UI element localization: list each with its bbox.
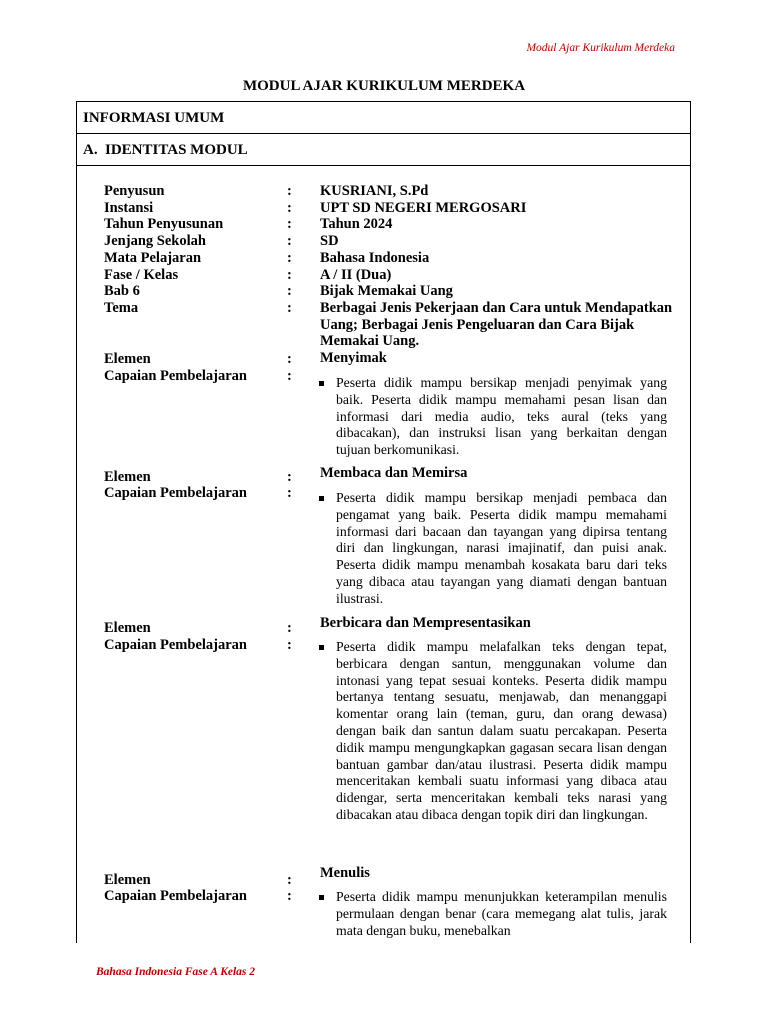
bullet-icon xyxy=(319,496,324,501)
bullet-icon xyxy=(319,381,324,386)
colon: : xyxy=(287,249,292,266)
colon: : xyxy=(287,485,292,501)
element-name: Menulis xyxy=(320,865,370,881)
bullet-icon xyxy=(319,895,324,900)
section-informasi-umum: INFORMASI UMUM xyxy=(77,102,690,134)
element-name: Menyimak xyxy=(320,350,387,366)
colon: : xyxy=(287,368,292,384)
colon: : xyxy=(287,183,292,199)
colon: : xyxy=(287,216,292,233)
running-footer: Bahasa Indonesia Fase A Kelas 2 xyxy=(96,966,256,978)
label-bab: Bab 6 xyxy=(104,283,140,300)
label-elemen: Elemen xyxy=(104,620,151,636)
colon: : xyxy=(287,637,292,653)
colon: : xyxy=(287,266,292,283)
bullet-icon xyxy=(319,645,324,650)
colon: : xyxy=(287,469,292,485)
colon: : xyxy=(287,888,292,904)
element-name: Membaca dan Memirsa xyxy=(320,465,468,481)
value-fase-kelas: A / II (Dua) xyxy=(320,266,392,283)
label-fase-kelas: Fase / Kelas xyxy=(104,266,179,283)
label-elemen: Elemen xyxy=(104,872,151,888)
element-description-text: Peserta didik mampu menunjukkan keterampilan menulis permulaan dengan benar (cara memegang alat tulis, jarak mata dengan buku, menebalkan xyxy=(336,889,667,938)
label-elemen: Elemen xyxy=(104,469,151,485)
label-penyusun: Penyusun xyxy=(104,183,165,199)
label-capaian-pembelajaran: Capaian Pembelajaran xyxy=(104,888,247,904)
value-jenjang-sekolah: SD xyxy=(320,233,339,250)
element-description xyxy=(317,889,667,939)
colon: : xyxy=(287,299,292,316)
element-description-text: Peserta didik mampu bersikap menjadi penyimak yang baik. Peserta didik mampu memahami pesan lisan dan informasi dari media audio, teks aural (teks yang dibacakan), dan instruksi lisan yang berkaitan dengan tujuan berkomunikasi. xyxy=(336,375,667,458)
label-elemen: Elemen xyxy=(104,351,151,367)
value-instansi: UPT SD NEGERI MERGOSARI xyxy=(320,199,527,216)
element-description xyxy=(317,375,667,459)
element-description xyxy=(317,639,667,824)
label-capaian-pembelajaran: Capaian Pembelajaran xyxy=(104,485,247,501)
label-capaian-pembelajaran: Capaian Pembelajaran xyxy=(104,368,247,384)
element-description-text: Peserta didik mampu melafalkan teks dengan tepat, berbicara dengan santun, menggunakan volume dan intonasi yang tepat sesuai konteks. Peserta didik mampu bertanya tentang sesuatu, menjawab, dan menanggapi komentar orang lain (teman, guru, dan orang dewasa) dengan baik dan santun dalam suatu percakapan. Peserta didik mampu mengungkapkan gagasan secara lisan dengan bantuan gambar dan/atau ilustrasi. Peserta didik mampu menceritakan kembali suatu informasi yang dibaca atau didengar, serta menceritakan kembali teks narasi yang dibacakan atau dibaca dengan topik diri dan lingkungan. xyxy=(336,639,667,822)
colon: : xyxy=(287,283,292,300)
value-tahun-penyusunan: Tahun 2024 xyxy=(320,216,393,233)
colon: : xyxy=(287,351,292,367)
label-instansi: Instansi xyxy=(104,199,154,216)
section-identitas-modul xyxy=(77,134,690,166)
section-label: IDENTITAS MODUL xyxy=(105,142,248,158)
element-description-text: Peserta didik mampu bersikap menjadi pembaca dan pengamat yang baik. Peserta didik mampu memahami informasi dari bacaan dan tayangan yang dipirsa tentang diri dan lingkungan, narasi imajinatif, dan puisi anak. Peserta didik mampu menambah kosakata baru dari teks yang dibaca atau tayangan yang diamati dengan bantuan ilustrasi. xyxy=(336,490,667,606)
value-mata-pelajaran: Bahasa Indonesia xyxy=(320,249,430,266)
colon: : xyxy=(287,233,292,250)
element-description xyxy=(317,490,667,608)
section-number: A. xyxy=(83,142,98,158)
colon: : xyxy=(287,199,292,216)
element-name: Berbicara dan Mempresentasikan xyxy=(320,615,531,631)
label-capaian-pembelajaran: Capaian Pembelajaran xyxy=(104,637,247,653)
running-header: Modul Ajar Kurikulum Merdeka xyxy=(526,42,675,54)
label-jenjang-sekolah: Jenjang Sekolah xyxy=(104,233,206,250)
colon: : xyxy=(287,872,292,888)
colon: : xyxy=(287,620,292,636)
value-penyusun: KUSRIANI, S.Pd xyxy=(320,183,429,199)
value-tema: Berbagai Jenis Pekerjaan dan Cara untuk Mendapatkan Uang; Berbagai Jenis Pengeluaran dan Cara Bijak Memakai Uang. xyxy=(320,299,673,350)
value-bab: Bijak Memakai Uang xyxy=(320,283,453,300)
label-tahun-penyusunan: Tahun Penyusunan xyxy=(104,216,224,233)
label-mata-pelajaran: Mata Pelajaran xyxy=(104,249,202,266)
document-title: MODUL AJAR KURIKULUM MERDEKA xyxy=(242,78,526,94)
label-tema: Tema xyxy=(104,299,139,316)
